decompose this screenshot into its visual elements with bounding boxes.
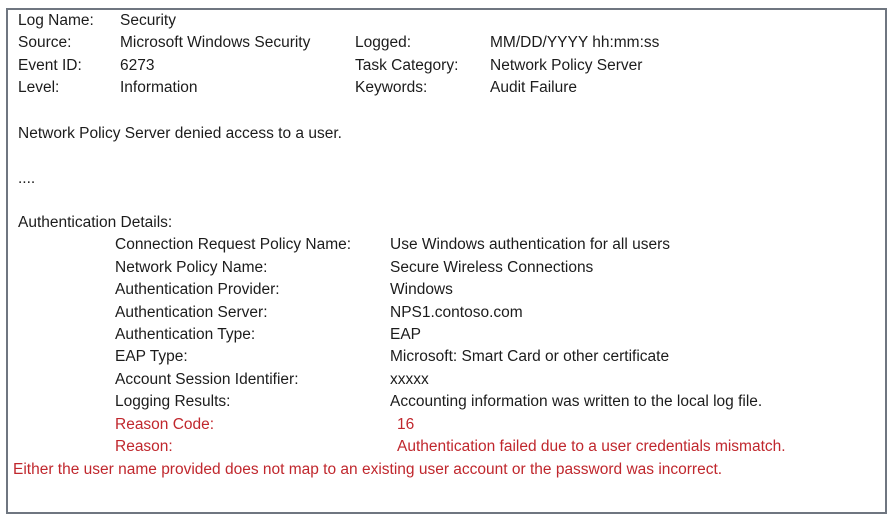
detail-row-eap-type [0,348,896,371]
detail-row-authentication-provider [0,281,896,304]
event-id-row [0,57,896,80]
detail-row-account-session-identifier [0,371,896,394]
logged-label: Logged: [355,34,412,51]
keywords-value: Audit Failure [490,79,578,96]
task-category-label: Task Category: [355,57,459,74]
log-name-value: Security [120,12,176,29]
authentication-details-title: Authentication Details: [18,214,173,231]
reason-code-value: 16 [397,416,415,433]
detail-row-reason [0,438,896,461]
detail-value: Windows [390,281,453,298]
keywords-label: Keywords: [355,79,428,96]
detail-label: Authentication Provider: [115,281,280,298]
detail-row-authentication-type [0,326,896,349]
log-name-label: Log Name: [18,12,94,29]
detail-row-reason-code [0,416,896,439]
detail-value: NPS1.contoso.com [390,304,523,321]
source-value: Microsoft Windows Security [120,34,311,51]
detail-value: Use Windows authentication for all users [390,236,670,253]
level-value: Information [120,79,198,96]
reason-value: Authentication failed due to a user credentials mismatch. [397,438,786,455]
detail-row-logging-results [0,393,896,416]
footer-note-row [0,461,896,484]
detail-row-connection-request-policy [0,236,896,259]
footer-note: Either the user name provided does not map to an existing user account or the password was incorrect. [13,461,723,478]
level-row [0,79,896,102]
logged-value: MM/DD/YYYY hh:mm:ss [490,34,660,51]
omitted-text-marker: .... [18,170,36,187]
detail-value: xxxxx [390,371,429,388]
detail-label: Network Policy Name: [115,259,268,276]
event-description: Network Policy Server denied access to a user. [18,125,342,142]
detail-label: Connection Request Policy Name: [115,236,352,253]
level-label: Level: [18,79,60,96]
source-label: Source: [18,34,72,51]
detail-label: Account Session Identifier: [115,371,299,388]
log-name-row [0,12,896,35]
detail-label: Authentication Server: [115,304,268,321]
detail-value: Accounting information was written to the local log file. [390,393,763,410]
detail-row-network-policy-name [0,259,896,282]
detail-value: Secure Wireless Connections [390,259,594,276]
source-row [0,34,896,57]
section-title-row [0,214,896,237]
reason-label: Reason: [115,438,173,455]
detail-label: EAP Type: [115,348,188,365]
detail-value: EAP [390,326,422,343]
detail-row-authentication-server [0,304,896,327]
task-category-value: Network Policy Server [490,57,643,74]
event-id-label: Event ID: [18,57,82,74]
event-id-value: 6273 [120,57,155,74]
detail-label: Logging Results: [115,393,231,410]
reason-code-label: Reason Code: [115,416,215,433]
detail-label: Authentication Type: [115,326,256,343]
description-row [0,125,896,148]
detail-value: Microsoft: Smart Card or other certificate [390,348,670,365]
ellipsis-row [0,170,896,193]
